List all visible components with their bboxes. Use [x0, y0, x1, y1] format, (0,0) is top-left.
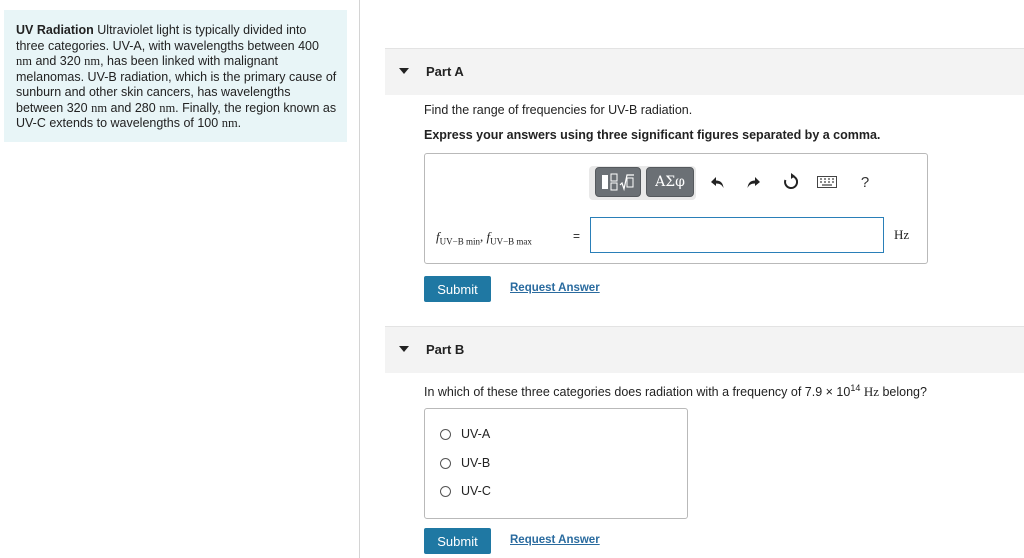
collapse-caret-icon[interactable] — [399, 68, 409, 74]
request-answer-link-part-a[interactable]: Request Answer — [510, 282, 600, 294]
greek-symbols-button[interactable]: ΑΣφ — [646, 167, 694, 197]
collapse-caret-icon[interactable] — [399, 346, 409, 352]
part-a-title: Part A — [426, 64, 464, 79]
option-uv-c[interactable] — [440, 483, 491, 499]
intro-text: and 320 — [31, 54, 85, 68]
unit-nm: nm — [159, 100, 176, 115]
help-button[interactable]: ? — [860, 173, 870, 191]
part-b-question — [424, 383, 927, 400]
request-answer-link-part-b[interactable]: Request Answer — [510, 534, 600, 546]
part-a-header[interactable] — [385, 48, 1024, 95]
separator: , — [479, 229, 487, 244]
keyboard-icon[interactable] — [815, 170, 839, 194]
unit-nm: nm — [84, 54, 101, 68]
panel-divider — [359, 0, 360, 558]
part-b-title: Part B — [426, 342, 465, 357]
unit-nm: nm — [16, 54, 32, 68]
part-a-question: Find the range of frequencies for UV-B radiation. — [424, 103, 693, 117]
symbol-f: f — [436, 229, 440, 244]
submit-button-part-b[interactable]: Submit — [424, 528, 491, 554]
option-label: UV-C — [461, 484, 491, 498]
unit-hz: Hz — [863, 384, 879, 400]
part-b-header[interactable] — [385, 326, 1024, 373]
option-uv-a[interactable] — [440, 426, 490, 442]
radio-button[interactable] — [440, 458, 451, 469]
unit-nm: nm — [91, 100, 108, 115]
undo-icon[interactable] — [706, 170, 730, 194]
intro-text: . — [237, 116, 242, 130]
unit-nm: nm — [221, 116, 238, 130]
submit-button-part-a[interactable]: Submit — [424, 276, 491, 302]
intro-title: UV Radiation — [16, 23, 94, 37]
answer-label — [436, 229, 532, 247]
symbol-f: f — [486, 229, 491, 244]
problem-intro — [4, 10, 347, 142]
question-text: In which of these three categories does radiation with a frequency of 7.9 × 10 — [424, 385, 851, 400]
option-label: UV-A — [461, 427, 491, 441]
intro-text: and 280 — [107, 100, 160, 115]
option-label: UV-B — [461, 456, 491, 470]
intro-text: . Finally, the region known as UV-C extends to wavelengths of 100 — [16, 100, 337, 130]
part-a-instruction: Express your answers using three significant figures separated by a comma. — [424, 128, 881, 142]
reset-icon[interactable] — [779, 170, 803, 194]
exponent: 14 — [850, 383, 861, 393]
option-uv-b[interactable] — [440, 455, 490, 471]
redo-icon[interactable] — [741, 170, 765, 194]
radio-button[interactable] — [440, 486, 451, 497]
template-sqrt-icon — [596, 168, 640, 196]
radio-button[interactable] — [440, 429, 451, 440]
subscript-max: UV−B max — [490, 236, 532, 247]
subscript-min: UV−B min — [439, 236, 480, 247]
intro-text: , has been linked with malignant melanomas. UV-B radiation, which is the primary cause of sunburn and other skin cancers, has wavelengths between 320 — [16, 54, 337, 115]
question-text: belong? — [878, 385, 927, 400]
template-button[interactable] — [595, 167, 641, 197]
answer-input[interactable] — [590, 217, 884, 253]
intro-text: Ultraviolet light is typically divided into three categories. UV-A, with wavelengths between 400 — [16, 23, 319, 53]
math-toolbar — [589, 166, 889, 204]
equals-sign: = — [573, 229, 581, 243]
unit-hz: Hz — [894, 227, 910, 242]
